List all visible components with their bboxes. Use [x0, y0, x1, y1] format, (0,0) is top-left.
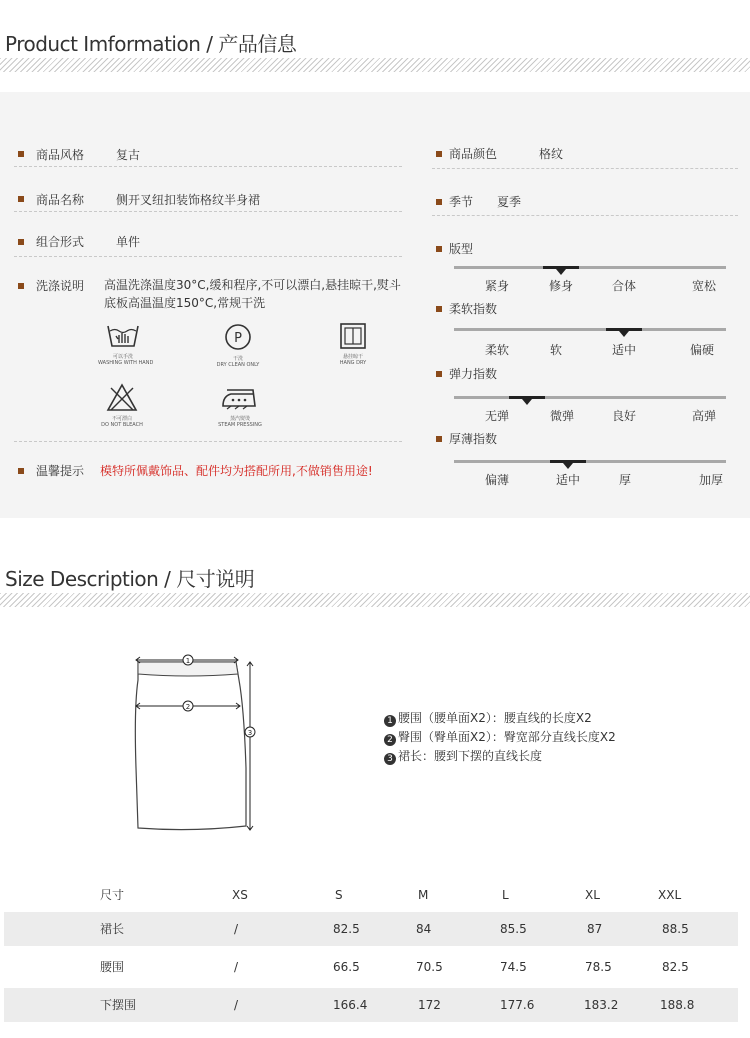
bullet-icon: [18, 196, 24, 202]
header-cell: M: [418, 888, 429, 902]
hand-wash-caption: 可以手洗 WASHING WITH HAND: [98, 354, 154, 366]
legend-text: 臀围（臀单面X2）：臀宽部分直线长度X2: [398, 730, 616, 744]
bullet-icon: [436, 371, 442, 377]
bullet-icon: [436, 306, 442, 312]
scale-option: 软: [549, 343, 563, 357]
scale-pointer-icon: [563, 463, 573, 469]
header-cell: XXL: [658, 888, 682, 902]
table-cell: 166.4: [333, 998, 368, 1012]
table-header: [4, 878, 738, 912]
scale-option: 柔软: [484, 343, 510, 357]
table-cell: 183.2: [584, 998, 619, 1012]
color-value: 格纹: [539, 147, 564, 161]
product-info-title: Product Imformation / 产品信息: [5, 32, 297, 56]
table-cell: 82.5: [333, 922, 360, 936]
scale-track: [454, 396, 726, 399]
legend-text: 裙长：腰到下摆的直线长度: [398, 749, 543, 763]
legend-hip: [384, 728, 616, 746]
bullet-icon: [18, 283, 24, 289]
row-label: 下摆围: [100, 998, 137, 1012]
scale-option: 良好: [611, 409, 637, 423]
legend-number: 2: [384, 734, 396, 746]
table-cell: 70.5: [416, 960, 443, 974]
legend-waist: [384, 709, 592, 727]
scale-pointer-icon: [522, 399, 532, 405]
header-cell: 尺寸: [100, 888, 125, 902]
bullet-icon: [18, 239, 24, 245]
scale-option: 加厚: [698, 473, 724, 487]
steam-iron-care: [212, 384, 268, 428]
table-cell: 78.5: [585, 960, 612, 974]
product-name-value: 侧开叉纽扣装饰格纹半身裙: [116, 193, 261, 207]
scale-option: 偏硬: [689, 343, 715, 357]
product-name-label: 商品名称: [36, 193, 85, 207]
no-bleach-caption: 不可漂白 DO NOT BLEACH: [101, 416, 143, 428]
scale-title: 弹力指数: [449, 367, 498, 381]
hang-dry-care: [329, 322, 377, 366]
header-cell: L: [502, 888, 509, 902]
season-label: 季节: [449, 195, 474, 209]
size-desc-title: Size Description / 尺寸说明: [5, 567, 255, 591]
header-cell: S: [335, 888, 343, 902]
table-cell: 74.5: [500, 960, 527, 974]
row-label: 腰围: [100, 960, 125, 974]
table-cell: 66.5: [333, 960, 360, 974]
steam-iron-caption: 蒸汽熨烫 STEAM PRESSING: [218, 416, 262, 428]
steam-iron-icon: [219, 384, 261, 412]
legend-number: 1: [384, 715, 396, 727]
scale-title: 厚薄指数: [449, 432, 498, 446]
legend-length: [384, 747, 542, 765]
table-row: [4, 950, 738, 984]
header-cell: XS: [232, 888, 248, 902]
measure-number: 3: [247, 729, 253, 737]
scale-option: 宽松: [691, 279, 717, 293]
table-cell: 172: [418, 998, 441, 1012]
style-label: 商品风格: [36, 148, 85, 162]
table-cell: 85.5: [500, 922, 527, 936]
skirt-diagram: [126, 648, 268, 836]
divider: [432, 215, 738, 216]
combination-label: 组合形式: [36, 235, 85, 249]
combination-value: 单件: [116, 235, 141, 249]
bullet-icon: [436, 151, 442, 157]
hand-wash-care: [98, 322, 154, 366]
hand-wash-icon: [106, 322, 140, 350]
dry-clean-caption: 干洗 DRY CLEAN ONLY: [216, 356, 260, 368]
table-cell: /: [234, 960, 239, 974]
no-bleach-care: [97, 382, 147, 428]
scale-option: 修身: [548, 279, 574, 293]
table-cell: 84: [416, 922, 432, 936]
scale-track: [454, 266, 726, 269]
scale-option: 合体: [611, 279, 637, 293]
row-label: 裙长: [100, 922, 125, 936]
divider: [14, 166, 402, 167]
dry-clean-symbol: P: [234, 331, 242, 346]
scale-option: 适中: [611, 343, 637, 357]
header-cell: XL: [585, 888, 600, 902]
bullet-icon: [436, 246, 442, 252]
hang-dry-icon: [339, 322, 367, 350]
measure-number: 1: [185, 657, 191, 665]
divider: [14, 441, 402, 442]
table-row: [4, 988, 738, 1022]
bullet-icon: [436, 199, 442, 205]
divider: [14, 256, 402, 257]
wash-instructions: 高温洗涤温度30°C,缓和程序,不可以漂白,悬挂晾干,熨斗底板高温温度150°C,常规干洗: [104, 278, 401, 310]
scale-title: 柔软指数: [449, 302, 498, 316]
table-cell: /: [234, 998, 239, 1012]
dry-clean-icon: [223, 322, 253, 352]
tip-text: 模特所佩戴饰品、配件均为搭配所用,不做销售用途!: [100, 464, 373, 478]
scale-option: 无弹: [484, 409, 510, 423]
title-divider: [0, 58, 750, 72]
bullet-icon: [436, 436, 442, 442]
table-cell: 88.5: [662, 922, 689, 936]
hang-dry-caption: 悬挂晾干 HANG DRY: [339, 354, 367, 366]
table-cell: 177.6: [500, 998, 535, 1012]
scale-option: 紧身: [484, 279, 510, 293]
scale-track: [454, 328, 726, 331]
season-value: 夏季: [497, 195, 522, 209]
size-table: [4, 878, 738, 1028]
dry-clean-care: [213, 322, 263, 368]
divider: [432, 168, 738, 169]
tip-label: 温馨提示: [36, 464, 85, 478]
legend-number: 3: [384, 753, 396, 765]
no-bleach-icon: [106, 382, 138, 412]
style-value: 复古: [116, 148, 141, 162]
bullet-icon: [18, 151, 24, 157]
scale-option: 厚: [618, 473, 632, 487]
scale-option: 微弹: [549, 409, 575, 423]
table-cell: 87: [587, 922, 603, 936]
table-cell: /: [234, 922, 239, 936]
color-label: 商品颜色: [449, 147, 498, 161]
measure-number: 2: [185, 703, 191, 711]
scale-track: [454, 460, 726, 463]
table-cell: 82.5: [662, 960, 689, 974]
divider: [14, 211, 402, 212]
table-cell: 188.8: [660, 998, 695, 1012]
legend-text: 腰围（腰单面X2）：腰直线的长度X2: [398, 711, 592, 725]
scale-option: 偏薄: [484, 473, 510, 487]
scale-option: 适中: [555, 473, 581, 487]
scale-option: 高弹: [691, 409, 717, 423]
scale-title: 版型: [449, 242, 474, 256]
scale-pointer-icon: [556, 269, 566, 275]
table-row: [4, 912, 738, 946]
title-divider: [0, 593, 750, 607]
bullet-icon: [18, 468, 24, 474]
scale-pointer-icon: [619, 331, 629, 337]
wash-label: 洗涤说明: [36, 279, 85, 293]
